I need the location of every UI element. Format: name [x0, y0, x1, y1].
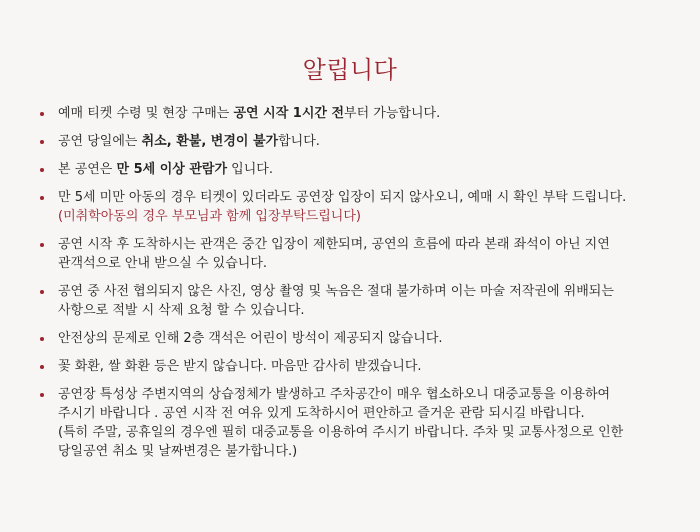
item-text-line: 당일공연 취소 및 날짜변경은 불가합니다.) [58, 444, 298, 459]
item-text: 부터 가능합니다. [344, 106, 441, 121]
bullet-icon [40, 112, 44, 116]
item-emphasis: 공연 시작 1시간 전 [233, 106, 345, 121]
item-text-line: 공연 중 사전 협의되지 않은 사진, 영상 촬영 및 녹음은 절대 불가하며 이는 마술 저작권에 위배되는 [58, 284, 614, 299]
item-emphasis: 만 5세 이상 관람가 [116, 162, 228, 177]
item-text-line: 사항으로 적발 시 삭제 요청 할 수 있습니다. [58, 303, 305, 318]
notice-item-late-arrival [40, 235, 670, 273]
item-text: 입니다. [227, 162, 273, 177]
notice-item-no-cushion [40, 329, 670, 348]
item-text-line: (특히 주말, 공휴일의 경우엔 필히 대중교통을 이용하여 주시기 바랍니다. 주차 및 교통사정으로 인한 [58, 425, 624, 440]
item-text-line: 관객석으로 안내 받으실 수 있습니다. [58, 256, 268, 271]
notice-item-age-limit [40, 160, 670, 179]
notice-item-public-transit [40, 385, 670, 461]
item-text: 합니다. [278, 134, 320, 149]
bullet-icon [40, 365, 44, 369]
bullet-icon [40, 140, 44, 144]
item-emphasis: 취소, 환불, 변경이 불가 [141, 134, 279, 149]
bullet-icon [40, 393, 44, 397]
notice-item-under-five [40, 188, 670, 226]
notice-item-no-recording [40, 282, 670, 320]
item-text: 공연 당일에는 [58, 134, 142, 149]
bullet-icon [40, 168, 44, 172]
notice-item-no-refund [40, 132, 670, 151]
bullet-icon [40, 196, 44, 200]
notice-list [40, 104, 670, 470]
bullet-icon [40, 290, 44, 294]
item-text: 만 5세 미만 아동의 경우 티켓이 있더라도 공연장 입장이 되지 않사오니, 예매 시 확인 부탁 드립니다. [58, 190, 627, 205]
item-text: 꽃 화환, 쌀 화환 등은 받지 않습니다. 마음만 감사히 받겠습니다. [58, 359, 422, 374]
bullet-icon [40, 337, 44, 341]
notice-title: 알립니다 [302, 56, 398, 84]
item-subnote: (미취학아동의 경우 부모님과 함께 입장부탁드립니다) [58, 209, 361, 224]
notice-item-ticket-pickup [40, 104, 670, 123]
item-text: 본 공연은 [58, 162, 117, 177]
item-text-line: 공연 시작 후 도착하시는 관객은 중간 입장이 제한되며, 공연의 흐름에 따라 본래 좌석이 아닌 지연 [58, 237, 610, 252]
bullet-icon [40, 243, 44, 247]
item-text-line: 주시기 바랍니다 . 공연 시작 전 여유 있게 도착하시어 편안하고 즐거운 관람 되시길 바랍니다. [58, 406, 585, 421]
item-text-line: 공연장 특성상 주변지역의 상습정체가 발생하고 주차공간이 매우 협소하오니 대중교통을 이용하여 [58, 387, 611, 402]
notice-item-no-wreath [40, 357, 670, 376]
item-text: 안전상의 문제로 인해 2층 객석은 어린이 방석이 제공되지 않습니다. [58, 331, 443, 346]
item-text: 예매 티켓 수령 및 현장 구매는 [58, 106, 234, 121]
